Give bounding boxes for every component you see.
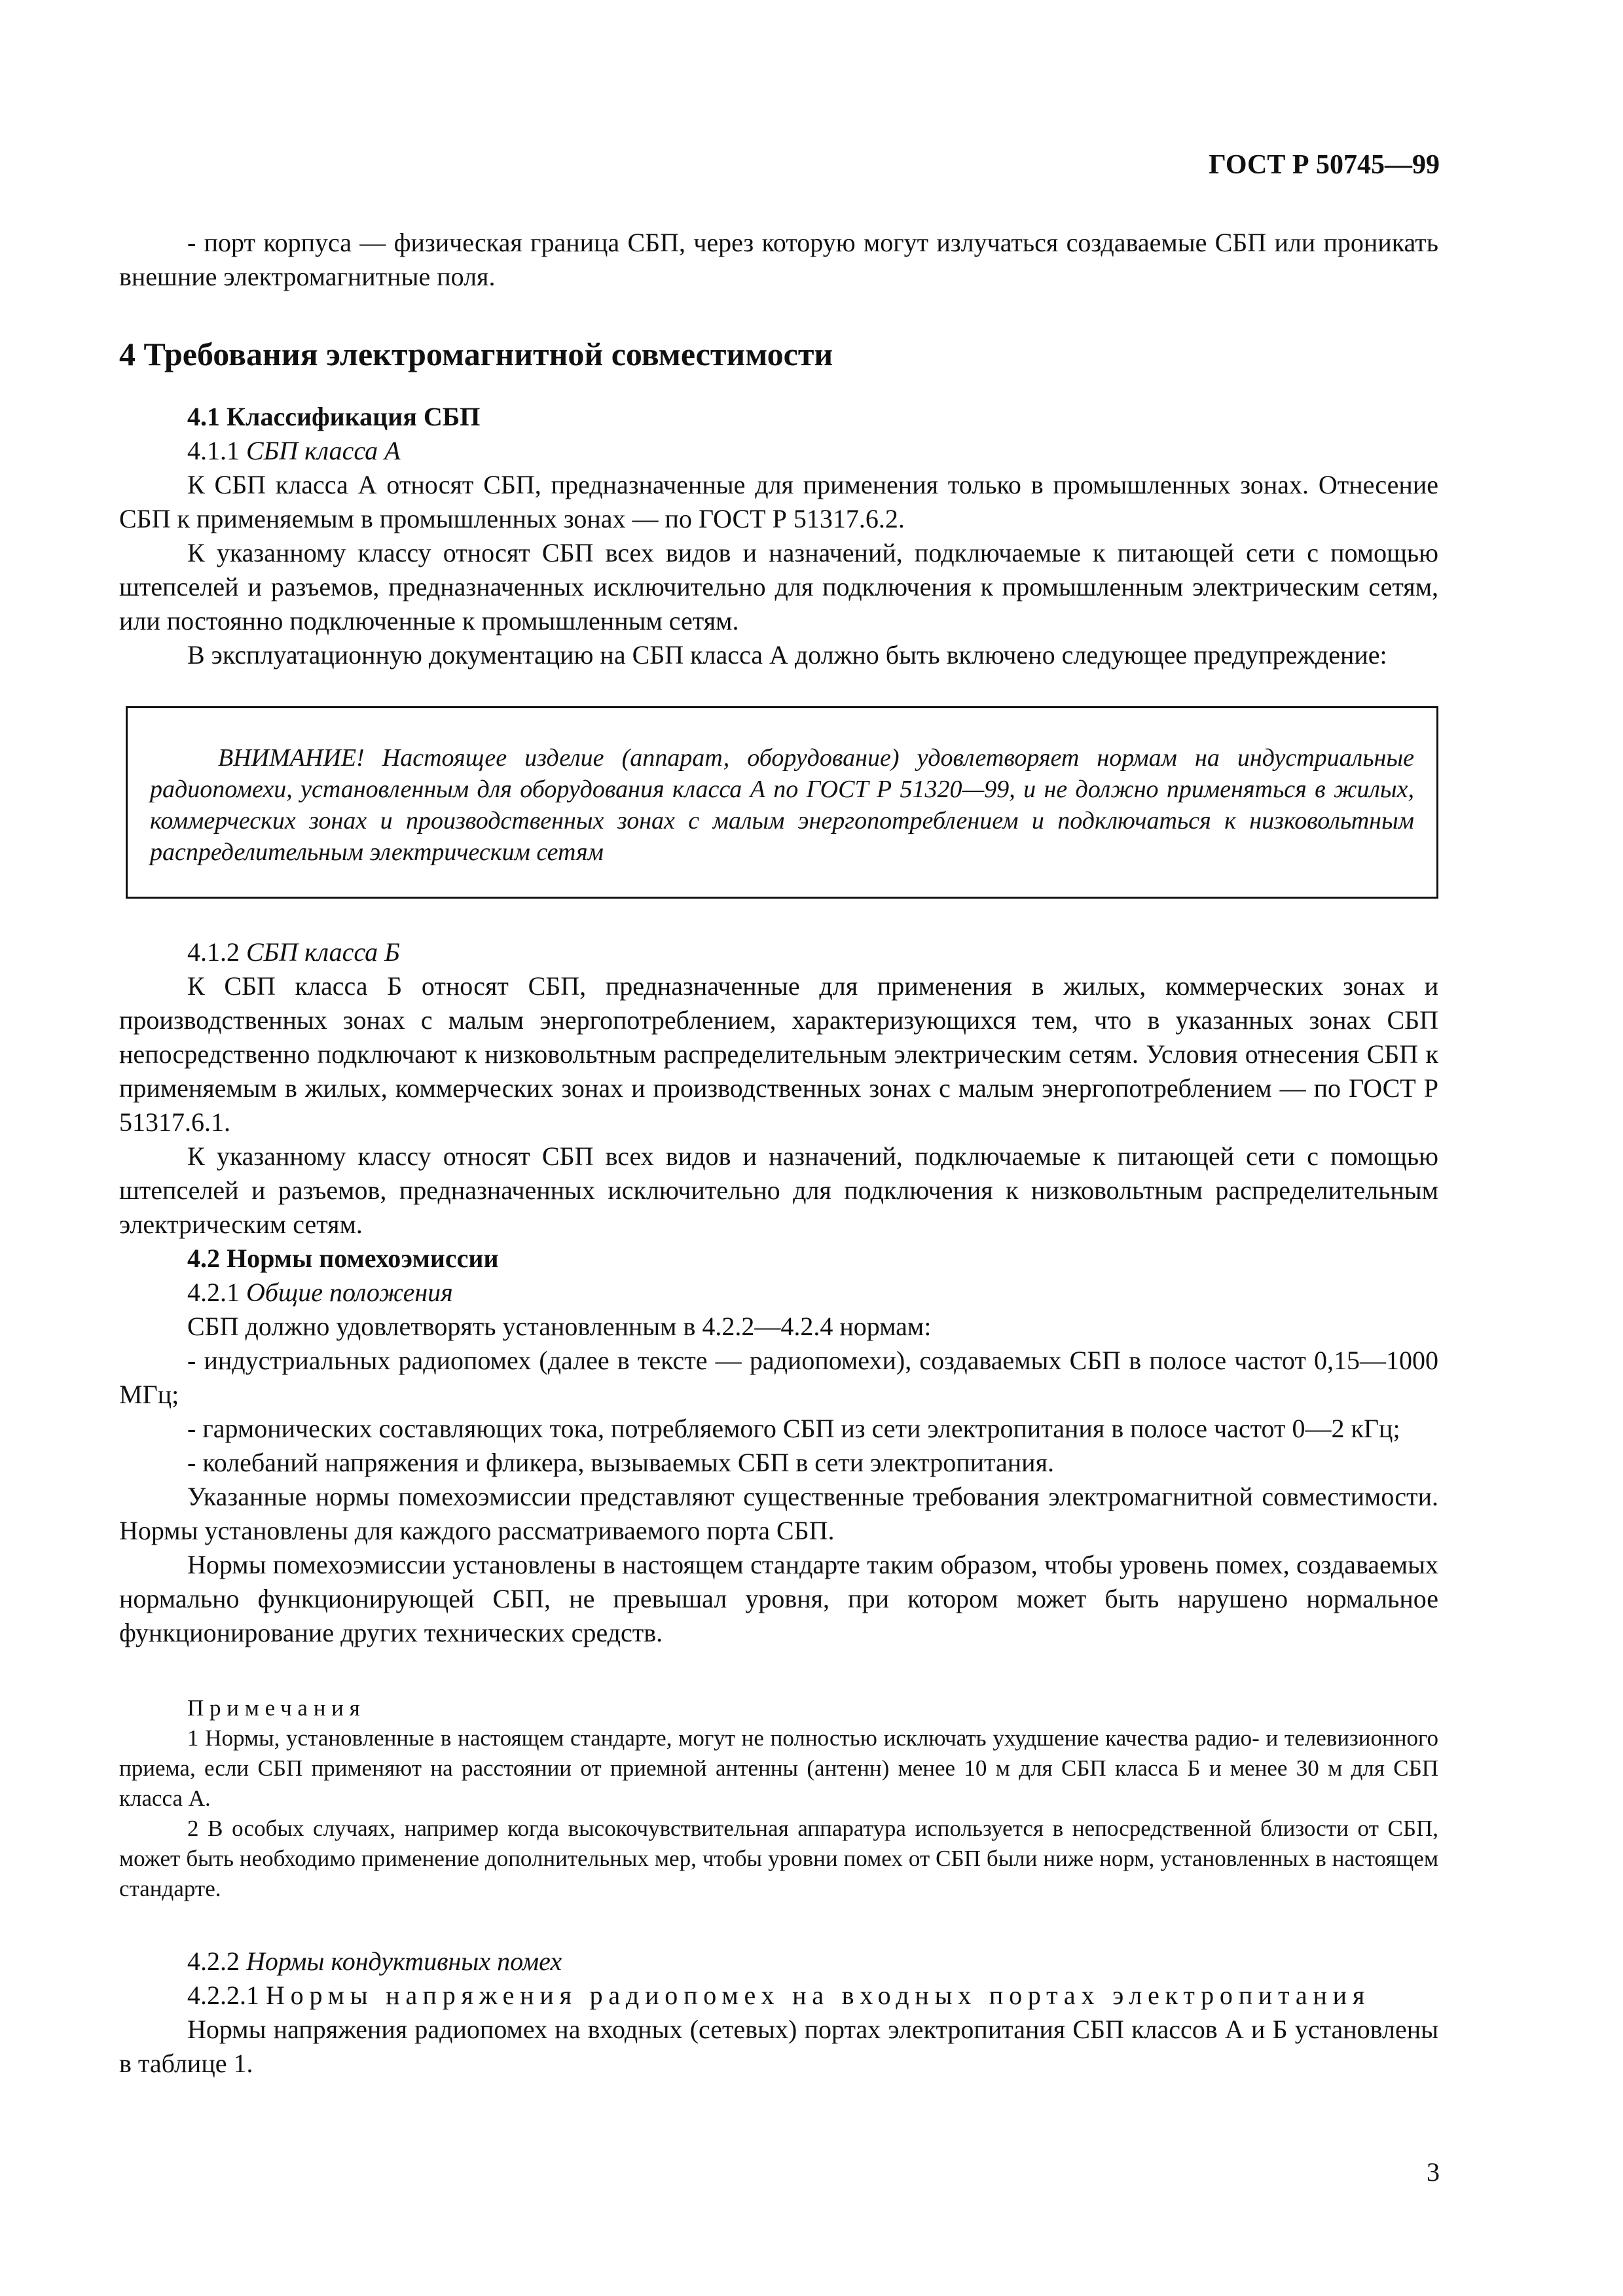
document-body xyxy=(119,226,1438,2081)
paragraph: В эксплуатационную документацию на СБП класса А должно быть включено следующее предупреждение: xyxy=(187,640,1387,670)
warning-box xyxy=(126,706,1438,899)
paragraph: К указанному классу относят СБП всех видов и назначений, подключаемые к питающей сети с помощью штепселей и разъемов, предназначенных исключительно для подключения к низковольтным распределительным электрическим сетям. xyxy=(119,1141,1438,1239)
clause-number: 4.1.1 xyxy=(187,436,240,465)
paragraph-port-definition: - порт корпуса — физическая граница СБП, через которую могут излучаться создаваемые СБП или проникать внешние электромагнитные поля. xyxy=(119,228,1438,291)
paragraph: К СБП класса А относят СБП, предназначенные для применения только в промышленных зонах. Отнесение СБП к применяемым в промышленных зонах — по ГОСТ Р 51317.6.2. xyxy=(119,470,1438,533)
warning-text: ВНИМАНИЕ! Настоящее изделие (аппарат, оборудование) удовлетворяет нормам на индустриальные радиопомехи, установленным для оборудования класса А по ГОСТ Р 51320—99, и не должно применяться в жилых, коммерческих зонах и производственных зонах с малым энергопотреблением и подключаться к низковольтным распределительным электрическим сетям xyxy=(150,744,1414,866)
note-item: 2 В особых случаях, например когда высокочувствительная аппаратура используется в непосредственной близости от СБП, может быть необходимо применение дополнительных мер, чтобы уровни помех от СБП были ниже норм, установленных в настоящем стандарте. xyxy=(119,1816,1438,1901)
clause-4-2-1-heading xyxy=(119,1276,1438,1310)
clause-4-1-1-heading xyxy=(119,434,1438,468)
subsection-4-1-heading xyxy=(119,400,1438,434)
page-number: 3 xyxy=(1427,2157,1440,2187)
clause-number: 4.1.2 xyxy=(187,937,240,967)
clause-number: 4.2.2 xyxy=(187,1946,240,1976)
notes-heading: Примечания xyxy=(187,1695,366,1721)
note-item: 1 Нормы, установленные в настоящем стандарте, могут не полностью исключать ухудшение качества радио- и телевизионного приема, если СБП применяют на расстоянии от приемной антенны (антенн) менее 10 м для СБП класса Б и менее 30 м для СБП класса А. xyxy=(119,1725,1438,1811)
page-header-doc-id: ГОСТ Р 50745—99 xyxy=(1209,150,1440,180)
paragraph: СБП должно удовлетворять установленным в 4.2.2—4.2.4 нормам: xyxy=(187,1312,932,1341)
clause-title: СБП класса Б xyxy=(246,937,400,967)
section-4-heading: 4 Требования электромагнитной совместимости xyxy=(119,336,833,372)
paragraph: Нормы помехоэмиссии установлены в настоящем стандарте таким образом, чтобы уровень помех, создаваемых нормально функционирующей СБП, не превышал уровня, при котором может быть нарушено нормальное функционирование других технических средств. xyxy=(119,1550,1438,1647)
paragraph: К указанному классу относят СБП всех видов и назначений, подключаемые к питающей сети с помощью штепселей и разъемов, предназначенных исключительно для подключения к промышленным электрическим сетям, или постоянно подключенные к промышленным сетям. xyxy=(119,538,1438,636)
paragraph: Нормы напряжения радиопомех на входных (сетевых) портах электропитания СБП классов А и Б установлены в таблице 1. xyxy=(119,2015,1438,2078)
subsection-4-2-heading xyxy=(119,1242,1438,1276)
subsection-number: 4.1 xyxy=(187,402,220,431)
clause-title: Общие положения xyxy=(246,1278,453,1307)
clause-number: 4.2.1 xyxy=(187,1278,240,1307)
clause-title: Нормы кондуктивных помех xyxy=(246,1946,562,1976)
clause-4-1-2-heading xyxy=(119,935,1438,969)
clause-4-2-2-heading xyxy=(119,1945,1438,1979)
notes-block xyxy=(119,1693,1438,1904)
paragraph: К СБП класса Б относят СБП, предназначенные для применения в жилых, коммерческих зонах и производственных зонах с малым энергопотреблением, характеризующихся тем, что в указанных зонах СБП непосредственно подключают к низковольтным распределительным электрическим сетям. Условия отнесения СБП к применяемым в жилых, коммерческих зонах и производственных зонах с малым энергопотреблением — по ГОСТ Р 51317.6.1. xyxy=(119,971,1438,1137)
paragraph: Указанные нормы помехоэмиссии представляют существенные требования электромагнитной совместимости. Нормы установлены для каждого рассматриваемого порта СБП. xyxy=(119,1482,1438,1545)
clause-number: 4.2.2.1 xyxy=(187,1981,259,2010)
list-item: - колебаний напряжения и фликера, вызываемых СБП в сети электропитания. xyxy=(187,1448,1054,1477)
list-item: - гармонических составляющих тока, потребляемого СБП из сети электропитания в полосе частот 0—2 кГц; xyxy=(187,1414,1400,1443)
subsection-title: Нормы помехоэмиссии xyxy=(227,1244,499,1273)
subsection-title: Классификация СБП xyxy=(227,402,481,431)
clause-4-2-2-1-heading xyxy=(119,1979,1438,2013)
clause-title: СБП класса А xyxy=(246,436,401,465)
subsection-number: 4.2 xyxy=(187,1244,220,1273)
list-item: - индустриальных радиопомех (далее в тексте — радиопомехи), создаваемых СБП в полосе частот 0,15—1000 МГц; xyxy=(119,1346,1438,1409)
clause-title: Нормы напряжения радиопомех на входных портах электропитания xyxy=(266,1981,1371,2010)
